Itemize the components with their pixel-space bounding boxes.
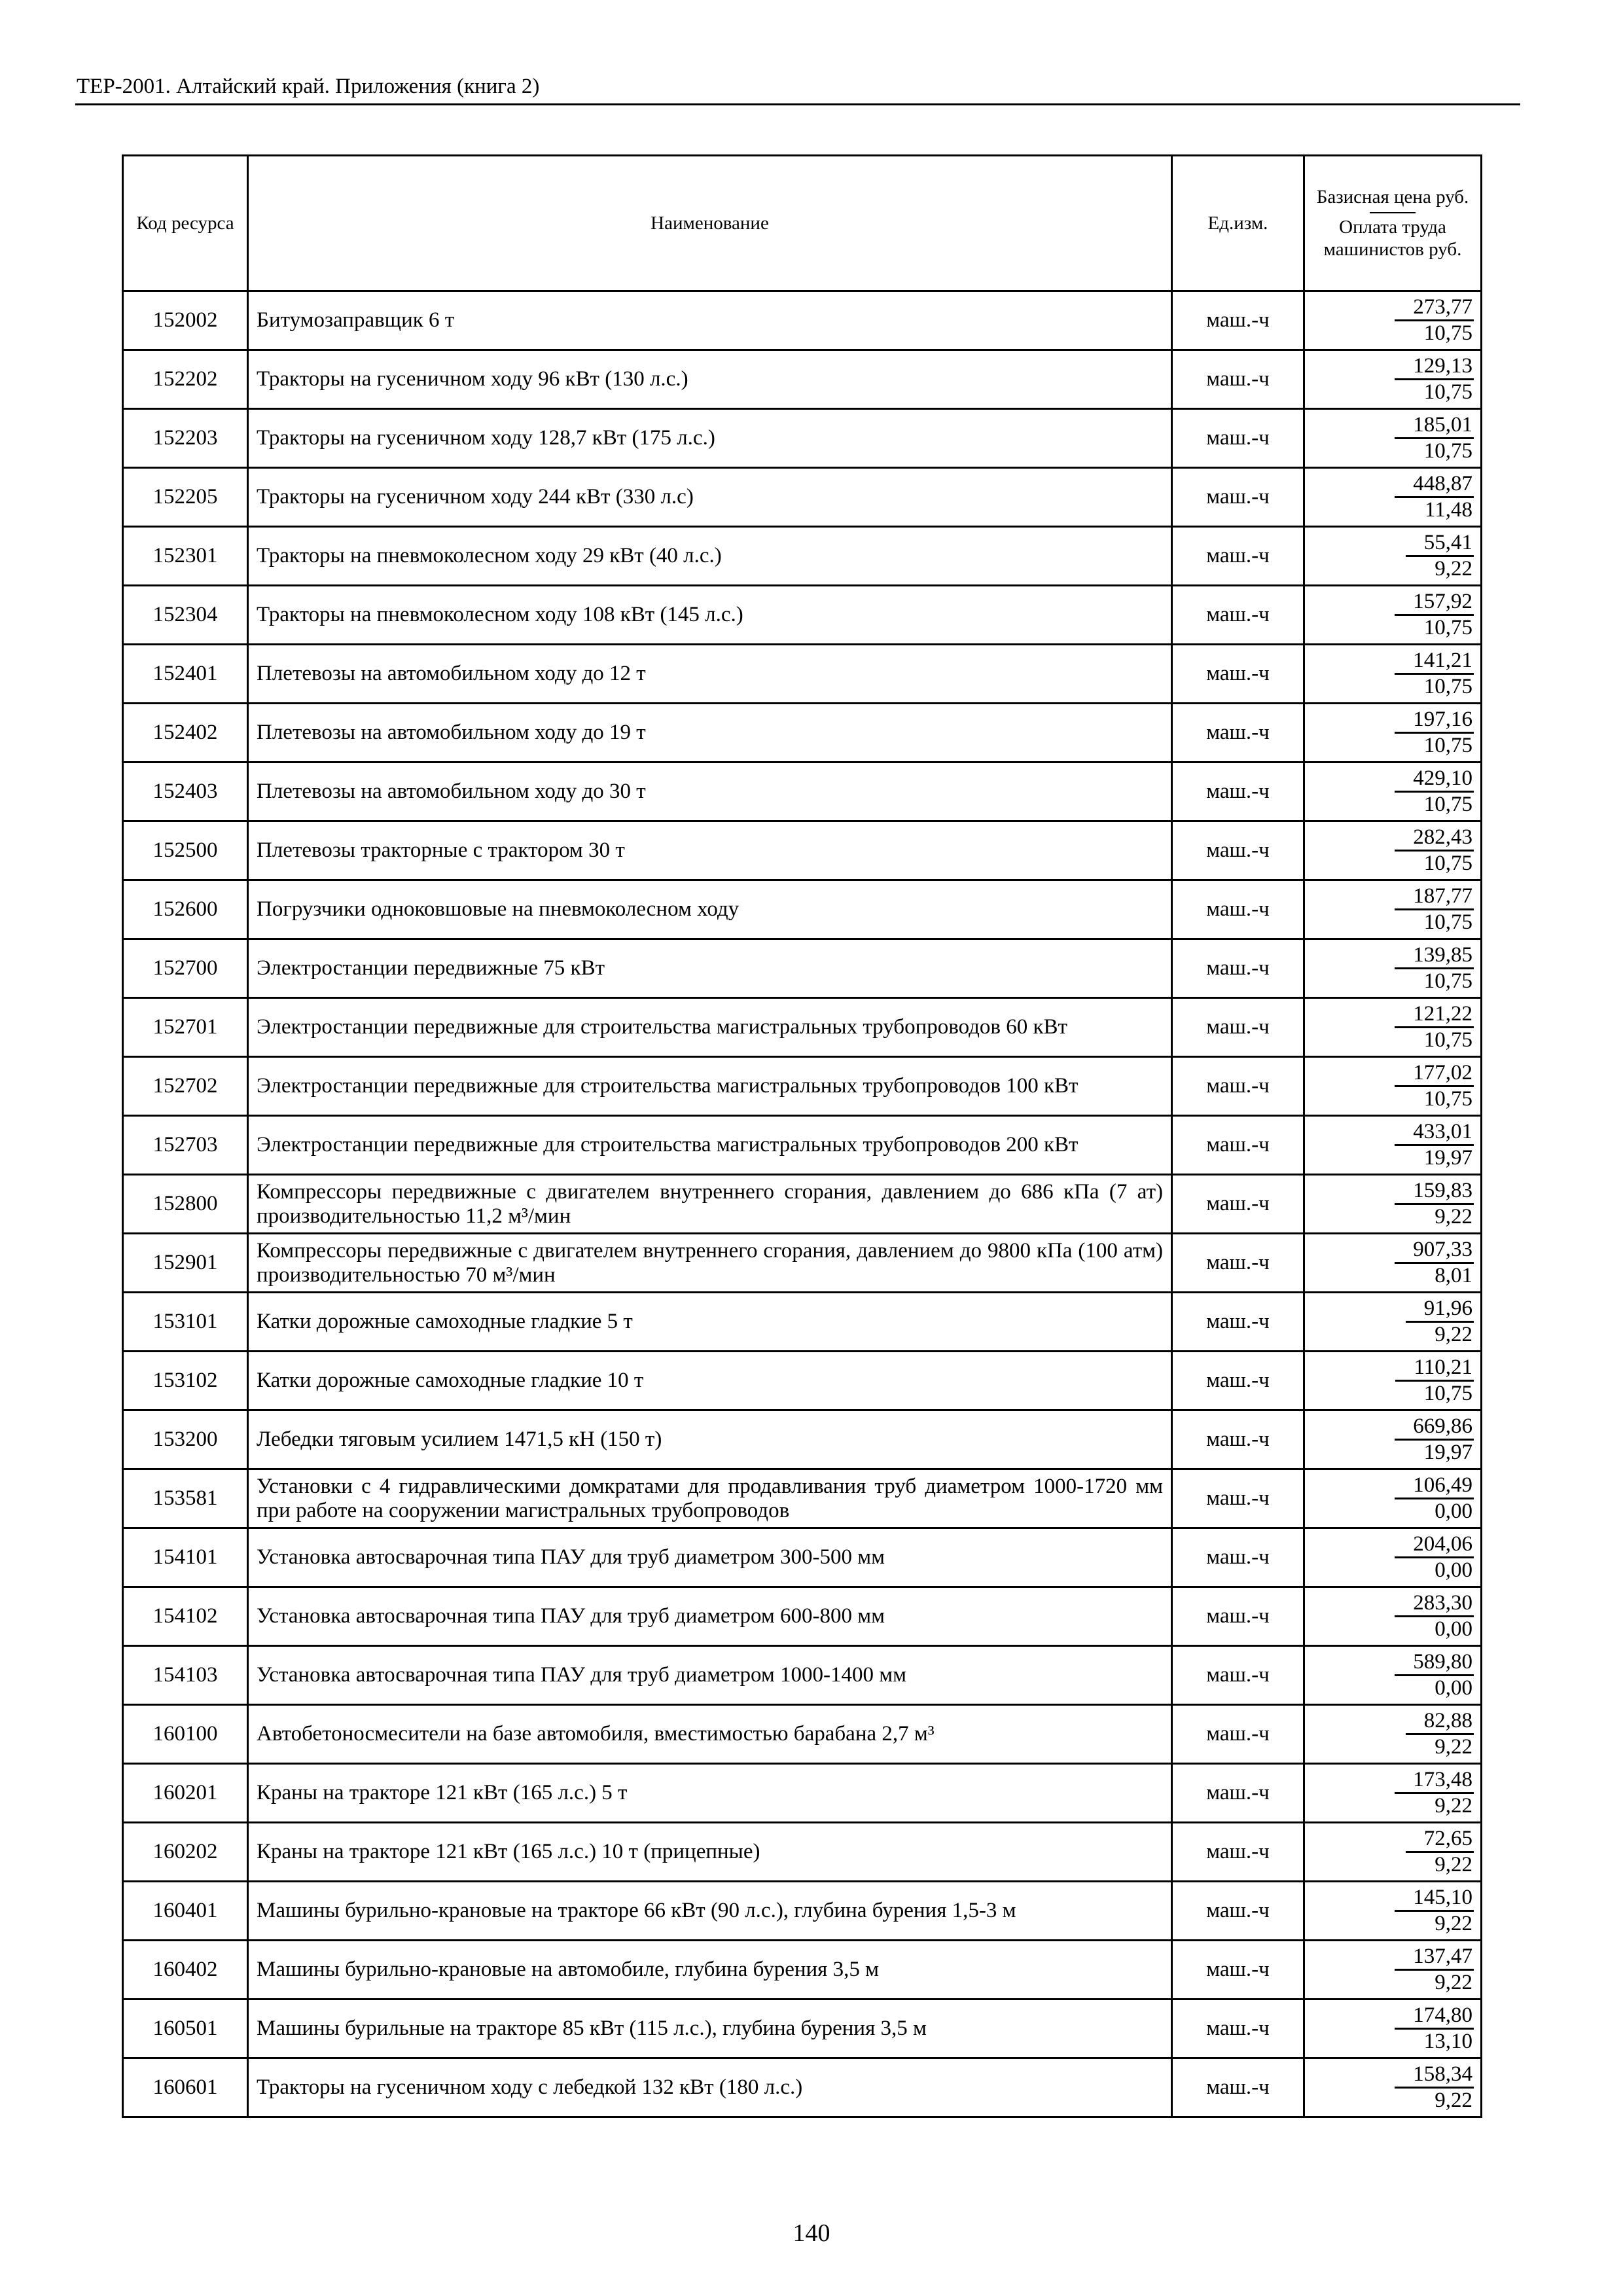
resource-unit: маш.-ч — [1172, 1941, 1304, 2000]
operator-labor-cost: 9,22 — [1435, 1853, 1472, 1876]
price-fraction — [1395, 649, 1474, 699]
resource-price-cell — [1304, 291, 1482, 350]
operator-labor-cost: 0,00 — [1435, 1558, 1472, 1582]
resource-name: Катки дорожные самоходные гладкие 10 т — [248, 1352, 1172, 1410]
resource-unit: маш.-ч — [1172, 1705, 1304, 1764]
operator-labor-cost: 10,75 — [1423, 616, 1472, 639]
resource-unit: маш.-ч — [1172, 1234, 1304, 1293]
resource-price-cell — [1304, 1057, 1482, 1116]
resource-name: Тракторы на гусеничном ходу 96 кВт (130 л.с.) — [248, 350, 1172, 409]
resource-price-cell — [1304, 762, 1482, 821]
base-price: 141,21 — [1395, 649, 1474, 675]
header-rule — [75, 103, 1520, 105]
operator-labor-cost: 9,22 — [1435, 1794, 1472, 1818]
resource-unit: маш.-ч — [1172, 1116, 1304, 1175]
resource-name: Плетевозы на автомобильном ходу до 19 т — [248, 704, 1172, 762]
price-fraction — [1395, 1945, 1474, 1995]
price-fraction — [1395, 1473, 1474, 1524]
base-price: 283,30 — [1395, 1591, 1474, 1617]
base-price: 197,16 — [1395, 708, 1474, 734]
resource-name: Машины бурильные на тракторе 85 кВт (115 л.с.), глубина бурения 3,5 м — [248, 2000, 1172, 2058]
table-row — [123, 586, 1482, 645]
price-fraction — [1395, 590, 1474, 640]
operator-labor-cost: 10,75 — [1423, 910, 1472, 934]
price-fraction — [1395, 766, 1474, 817]
base-price: 145,10 — [1395, 1886, 1474, 1912]
base-price: 669,86 — [1395, 1414, 1474, 1441]
price-fraction — [1395, 2062, 1474, 2113]
resource-name: Плетевозы на автомобильном ходу до 30 т — [248, 762, 1172, 821]
resource-price-cell — [1304, 1587, 1482, 1646]
resource-name: Автобетоносмесители на базе автомобиля, вместимостью барабана 2,7 м³ — [248, 1705, 1172, 1764]
price-fraction — [1395, 708, 1474, 758]
resource-name: Машины бурильно-крановые на автомобиле, глубина бурения 3,5 м — [248, 1941, 1172, 2000]
base-price: 907,33 — [1395, 1238, 1474, 1264]
resource-code: 160100 — [123, 1705, 248, 1764]
base-price: 110,21 — [1395, 1355, 1474, 1382]
resource-code: 152701 — [123, 998, 248, 1057]
column-header-unit: Ед.изм. — [1172, 156, 1304, 291]
resource-code: 152203 — [123, 409, 248, 468]
resource-code: 152702 — [123, 1057, 248, 1116]
price-fraction — [1395, 1238, 1474, 1288]
resource-unit: маш.-ч — [1172, 880, 1304, 939]
page-number: 140 — [793, 2219, 830, 2247]
resource-unit: маш.-ч — [1172, 527, 1304, 586]
resource-unit: маш.-ч — [1172, 821, 1304, 880]
resource-price-cell — [1304, 1175, 1482, 1234]
resource-name: Установки с 4 гидравлическими домкратами для продавливания труб диаметром 1000-1720 мм при работе на сооружении магистральных трубопроводов — [248, 1469, 1172, 1528]
resource-price-cell — [1304, 1293, 1482, 1352]
resource-unit: маш.-ч — [1172, 1882, 1304, 1941]
table-body — [123, 291, 1482, 2117]
resource-name: Электростанции передвижные 75 кВт — [248, 939, 1172, 998]
table-row — [123, 1175, 1482, 1234]
resource-code: 152800 — [123, 1175, 248, 1234]
resource-unit: маш.-ч — [1172, 291, 1304, 350]
price-fraction — [1395, 943, 1474, 994]
base-price: 121,22 — [1395, 1002, 1474, 1028]
base-price: 589,80 — [1395, 1650, 1474, 1676]
resource-price-cell — [1304, 1528, 1482, 1587]
base-price: 273,77 — [1395, 295, 1474, 321]
resource-price-cell — [1304, 1116, 1482, 1175]
price-fraction — [1406, 1297, 1474, 1347]
resource-code: 152901 — [123, 1234, 248, 1293]
price-fraction — [1395, 2003, 1474, 2054]
base-price: 433,01 — [1395, 1120, 1474, 1146]
resource-name: Тракторы на гусеничном ходу 244 кВт (330 л.с) — [248, 468, 1172, 527]
resource-code: 152700 — [123, 939, 248, 998]
resource-price-cell — [1304, 527, 1482, 586]
operator-labor-cost: 19,97 — [1423, 1441, 1472, 1464]
resource-code: 152402 — [123, 704, 248, 762]
resource-code: 160201 — [123, 1764, 248, 1823]
price-fraction — [1406, 1827, 1474, 1877]
resource-code: 152600 — [123, 880, 248, 939]
base-price: 185,01 — [1395, 413, 1474, 439]
table-row — [123, 1587, 1482, 1646]
table-row — [123, 291, 1482, 350]
operator-labor-cost: 10,75 — [1423, 1028, 1472, 1052]
table-row — [123, 821, 1482, 880]
base-price: 106,49 — [1395, 1473, 1474, 1499]
resource-unit: маш.-ч — [1172, 468, 1304, 527]
table-row — [123, 939, 1482, 998]
resource-name: Установка автосварочная типа ПАУ для труб диаметром 600-800 мм — [248, 1587, 1172, 1646]
price-fraction — [1395, 1414, 1474, 1465]
operator-labor-cost: 10,75 — [1423, 734, 1472, 757]
column-header-name: Наименование — [248, 156, 1172, 291]
table-row — [123, 527, 1482, 586]
resource-price-cell — [1304, 1882, 1482, 1941]
table-row — [123, 998, 1482, 1057]
resource-price-cell — [1304, 1234, 1482, 1293]
resource-code: 152703 — [123, 1116, 248, 1175]
resource-price-cell — [1304, 1646, 1482, 1705]
resource-unit: маш.-ч — [1172, 1469, 1304, 1528]
resource-name: Лебедки тяговым усилием 1471,5 кН (150 т) — [248, 1410, 1172, 1469]
resource-unit: маш.-ч — [1172, 645, 1304, 704]
resource-code: 152202 — [123, 350, 248, 409]
table-row — [123, 1234, 1482, 1293]
resource-unit: маш.-ч — [1172, 1175, 1304, 1234]
table-row — [123, 880, 1482, 939]
price-fraction — [1395, 413, 1474, 463]
table-row — [123, 704, 1482, 762]
table-row — [123, 1057, 1482, 1116]
resource-code: 160401 — [123, 1882, 248, 1941]
table-row — [123, 1528, 1482, 1587]
resource-price-cell — [1304, 998, 1482, 1057]
resource-price-cell — [1304, 409, 1482, 468]
resource-unit: маш.-ч — [1172, 1410, 1304, 1469]
column-header-code: Код ресурса — [123, 156, 248, 291]
resource-code: 153102 — [123, 1352, 248, 1410]
resource-name: Тракторы на гусеничном ходу 128,7 кВт (175 л.с.) — [248, 409, 1172, 468]
resource-name: Компрессоры передвижные с двигателем внутреннего сгорания, давлением до 9800 кПа (100 атм) производительностью 70 м³/мин — [248, 1234, 1172, 1293]
base-price: 448,87 — [1395, 472, 1474, 498]
resource-code: 152304 — [123, 586, 248, 645]
resource-code: 153581 — [123, 1469, 248, 1528]
resource-price-cell — [1304, 880, 1482, 939]
base-price: 282,43 — [1395, 825, 1474, 852]
resource-code: 153200 — [123, 1410, 248, 1469]
resource-code: 160202 — [123, 1823, 248, 1882]
resource-name: Установка автосварочная типа ПАУ для труб диаметром 1000-1400 мм — [248, 1646, 1172, 1705]
resource-price-cell — [1304, 645, 1482, 704]
resource-unit: маш.-ч — [1172, 1057, 1304, 1116]
resource-code: 160501 — [123, 2000, 248, 2058]
resource-unit: маш.-ч — [1172, 1764, 1304, 1823]
resource-name: Катки дорожные самоходные гладкие 5 т — [248, 1293, 1172, 1352]
price-fraction — [1395, 354, 1474, 404]
table-row — [123, 1941, 1482, 2000]
table-row — [123, 1469, 1482, 1528]
operator-labor-cost: 13,10 — [1423, 2030, 1472, 2053]
resource-name: Битумозаправщик 6 т — [248, 291, 1172, 350]
base-price: 157,92 — [1395, 590, 1474, 616]
resource-unit: маш.-ч — [1172, 1646, 1304, 1705]
resource-price-cell — [1304, 1352, 1482, 1410]
table-header-row — [123, 156, 1482, 291]
table-row — [123, 1293, 1482, 1352]
operator-labor-cost: 9,22 — [1435, 557, 1472, 581]
resource-price-cell — [1304, 586, 1482, 645]
resource-unit: маш.-ч — [1172, 1352, 1304, 1410]
resource-code: 152401 — [123, 645, 248, 704]
table-row — [123, 762, 1482, 821]
base-price: 174,80 — [1395, 2003, 1474, 2030]
resource-name: Компрессоры передвижные с двигателем внутреннего сгорания, давлением до 686 кПа (7 ат) производительностью 11,2 м³/мин — [248, 1175, 1172, 1234]
price-fraction — [1395, 1002, 1474, 1052]
resource-price-cell — [1304, 1469, 1482, 1528]
resource-unit: маш.-ч — [1172, 1587, 1304, 1646]
table-row — [123, 1823, 1482, 1882]
resource-price-cell — [1304, 468, 1482, 527]
price-fraction — [1395, 1355, 1474, 1406]
price-fraction — [1395, 1591, 1474, 1641]
price-fraction — [1395, 1179, 1474, 1229]
resource-code: 152500 — [123, 821, 248, 880]
base-price: 82,88 — [1406, 1709, 1474, 1735]
resource-price-cell — [1304, 939, 1482, 998]
base-price: 72,65 — [1406, 1827, 1474, 1853]
table-row — [123, 1705, 1482, 1764]
operator-labor-cost: 10,75 — [1423, 852, 1472, 875]
operator-labor-cost: 9,22 — [1435, 1205, 1472, 1229]
base-price: 158,34 — [1395, 2062, 1474, 2089]
resource-name: Плетевозы на автомобильном ходу до 12 т — [248, 645, 1172, 704]
operator-labor-cost: 0,00 — [1435, 1676, 1472, 1700]
base-price: 177,02 — [1395, 1061, 1474, 1087]
resource-code: 154102 — [123, 1587, 248, 1646]
resource-unit: маш.-ч — [1172, 939, 1304, 998]
operator-labor-cost: 10,75 — [1423, 1087, 1472, 1111]
resource-code: 152205 — [123, 468, 248, 527]
operator-labor-cost: 11,48 — [1424, 498, 1472, 522]
price-fraction — [1406, 531, 1474, 581]
resource-name: Краны на тракторе 121 кВт (165 л.с.) 10 т (прицепные) — [248, 1823, 1172, 1882]
resource-code: 154103 — [123, 1646, 248, 1705]
price-fraction — [1395, 1061, 1474, 1111]
resource-price-cell — [1304, 821, 1482, 880]
operator-labor-cost: 10,75 — [1423, 321, 1472, 345]
operator-labor-cost: 10,75 — [1423, 969, 1472, 993]
resource-name: Тракторы на пневмоколесном ходу 108 кВт (145 л.с.) — [248, 586, 1172, 645]
base-price: 139,85 — [1395, 943, 1474, 969]
resource-name: Электростанции передвижные для строительства магистральных трубопроводов 100 кВт — [248, 1057, 1172, 1116]
base-price: 91,96 — [1406, 1297, 1474, 1323]
resource-code: 152403 — [123, 762, 248, 821]
resource-name: Плетевозы тракторные с трактором 30 т — [248, 821, 1172, 880]
column-header-price-divider — [1370, 212, 1416, 213]
base-price: 429,10 — [1395, 766, 1474, 793]
table-row — [123, 1352, 1482, 1410]
base-price: 137,47 — [1395, 1945, 1474, 1971]
price-fraction — [1406, 1709, 1474, 1759]
base-price: 55,41 — [1406, 531, 1474, 557]
page-header: ТЕР-2001. Алтайский край. Приложения (книга 2) — [77, 75, 540, 98]
operator-labor-cost: 10,75 — [1423, 439, 1472, 463]
resource-price-cell — [1304, 1823, 1482, 1882]
operator-labor-cost: 0,00 — [1435, 1617, 1472, 1641]
operator-labor-cost: 9,22 — [1435, 1971, 1472, 1994]
table-row — [123, 350, 1482, 409]
resource-name: Краны на тракторе 121 кВт (165 л.с.) 5 т — [248, 1764, 1172, 1823]
resource-code: 160601 — [123, 2058, 248, 2117]
operator-labor-cost: 9,22 — [1435, 2089, 1472, 2112]
base-price: 204,06 — [1395, 1532, 1474, 1558]
operator-labor-cost: 10,75 — [1423, 793, 1472, 816]
resource-price-cell — [1304, 350, 1482, 409]
price-fraction — [1395, 825, 1474, 876]
resource-unit: маш.-ч — [1172, 2058, 1304, 2117]
base-price: 173,48 — [1395, 1768, 1474, 1794]
resource-unit: маш.-ч — [1172, 1528, 1304, 1587]
base-price: 159,83 — [1395, 1179, 1474, 1205]
column-header-price — [1304, 156, 1482, 291]
resource-code: 154101 — [123, 1528, 248, 1587]
base-price: 129,13 — [1395, 354, 1474, 380]
resource-unit: маш.-ч — [1172, 2000, 1304, 2058]
resource-price-cell — [1304, 2058, 1482, 2117]
operator-labor-cost: 0,00 — [1435, 1499, 1472, 1523]
table-row — [123, 1410, 1482, 1469]
resource-unit: маш.-ч — [1172, 1293, 1304, 1352]
resource-unit: маш.-ч — [1172, 350, 1304, 409]
resource-unit: маш.-ч — [1172, 409, 1304, 468]
resource-name: Тракторы на гусеничном ходу с лебедкой 132 кВт (180 л.с.) — [248, 2058, 1172, 2117]
resource-unit: маш.-ч — [1172, 998, 1304, 1057]
price-fraction — [1395, 472, 1474, 522]
resource-name: Тракторы на пневмоколесном ходу 29 кВт (40 л.с.) — [248, 527, 1172, 586]
resource-unit: маш.-ч — [1172, 704, 1304, 762]
table-row — [123, 1646, 1482, 1705]
resource-price-cell — [1304, 1410, 1482, 1469]
resource-unit: маш.-ч — [1172, 1823, 1304, 1882]
price-fraction — [1395, 1768, 1474, 1818]
price-fraction — [1395, 1886, 1474, 1936]
operator-labor-cost: 10,75 — [1423, 1382, 1472, 1405]
resource-name: Электростанции передвижные для строительства магистральных трубопроводов 60 кВт — [248, 998, 1172, 1057]
resource-name: Машины бурильно-крановые на тракторе 66 кВт (90 л.с.), глубина бурения 1,5-3 м — [248, 1882, 1172, 1941]
resource-name: Установка автосварочная типа ПАУ для труб диаметром 300-500 мм — [248, 1528, 1172, 1587]
resource-price-cell — [1304, 1764, 1482, 1823]
resource-name: Погрузчики одноковшовые на пневмоколесном ходу — [248, 880, 1172, 939]
price-fraction — [1395, 1120, 1474, 1170]
resource-unit: маш.-ч — [1172, 762, 1304, 821]
resource-price-cell — [1304, 704, 1482, 762]
resource-unit: маш.-ч — [1172, 586, 1304, 645]
operator-labor-cost: 9,22 — [1435, 1912, 1472, 1935]
operator-labor-cost: 9,22 — [1435, 1323, 1472, 1346]
operator-labor-cost: 10,75 — [1423, 380, 1472, 404]
price-fraction — [1395, 884, 1474, 935]
resource-name: Электростанции передвижные для строительства магистральных трубопроводов 200 кВт — [248, 1116, 1172, 1175]
resource-code: 153101 — [123, 1293, 248, 1352]
table-row — [123, 2058, 1482, 2117]
table-row — [123, 1882, 1482, 1941]
resource-price-cell — [1304, 1941, 1482, 2000]
resource-price-cell — [1304, 2000, 1482, 2058]
resource-code: 152301 — [123, 527, 248, 586]
resource-code: 160402 — [123, 1941, 248, 2000]
column-header-price-bottom: Оплата труда машинистов руб. — [1323, 216, 1462, 260]
price-fraction — [1395, 1532, 1474, 1583]
resource-table — [122, 154, 1482, 2118]
operator-labor-cost: 19,97 — [1423, 1146, 1472, 1170]
operator-labor-cost: 10,75 — [1423, 675, 1472, 698]
column-header-price-top: Базисная цена руб. — [1316, 186, 1469, 207]
price-fraction — [1395, 1650, 1474, 1700]
table-row — [123, 468, 1482, 527]
price-fraction — [1395, 295, 1474, 346]
resource-code: 152002 — [123, 291, 248, 350]
table-row — [123, 645, 1482, 704]
resource-price-cell — [1304, 1705, 1482, 1764]
table-row — [123, 1116, 1482, 1175]
table-row — [123, 2000, 1482, 2058]
operator-labor-cost: 8,01 — [1435, 1264, 1472, 1287]
table-row — [123, 1764, 1482, 1823]
base-price: 187,77 — [1395, 884, 1474, 910]
table-row — [123, 409, 1482, 468]
operator-labor-cost: 9,22 — [1435, 1735, 1472, 1759]
